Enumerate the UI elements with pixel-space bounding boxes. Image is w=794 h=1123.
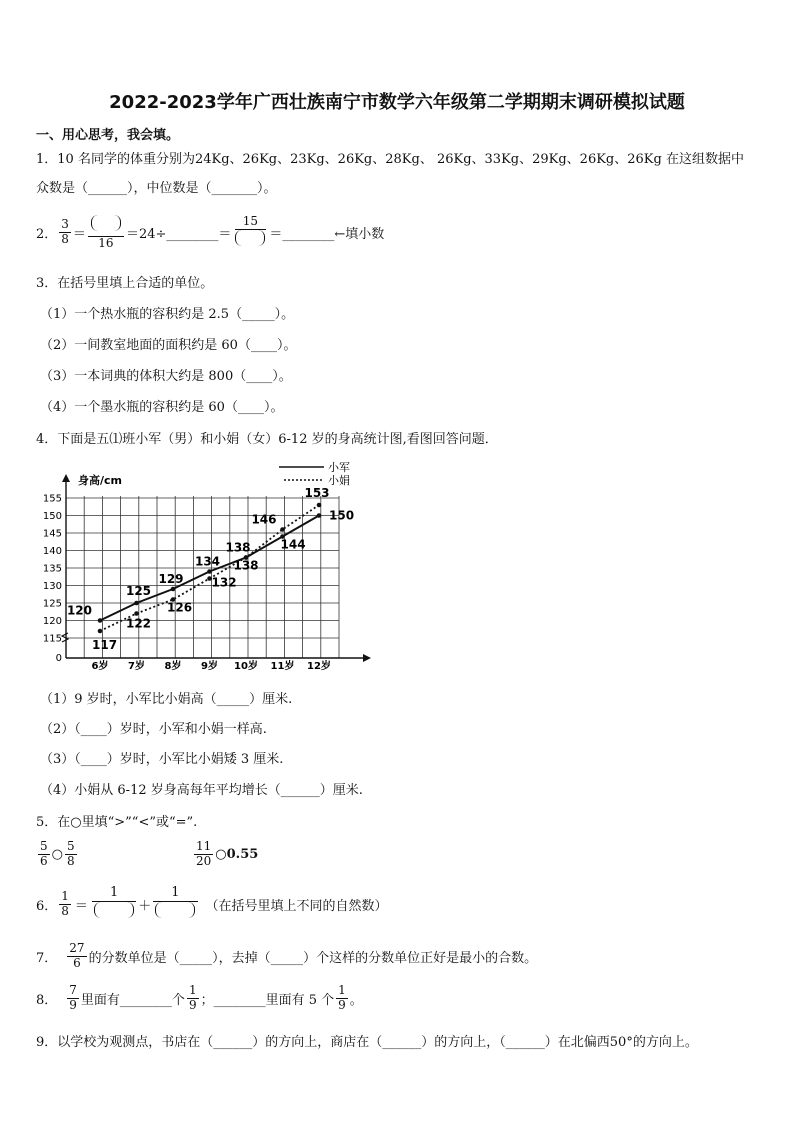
y-tick-label: 155 (42, 493, 62, 505)
answer-blank[interactable] (235, 230, 265, 246)
x-tick-label: 6岁 (91, 661, 109, 672)
answer-blank[interactable] (94, 902, 134, 918)
data-point (317, 503, 322, 508)
data-point (317, 513, 322, 518)
data-point (134, 611, 139, 616)
q2-tail: ＝________←填小数 (269, 226, 385, 242)
x-tick-label: 11岁 (270, 661, 295, 672)
q6-line (36, 886, 388, 923)
y-tick-label: 150 (42, 511, 62, 522)
q4-stem: 4．下面是五⑴班小军（男）和小娟（女）6-12 岁的身高统计图,看图回答问题． (36, 432, 498, 447)
y-tick-label: 120 (42, 616, 62, 627)
y-tick-label: 125 (42, 598, 62, 610)
y-tick-label: 0 (55, 653, 62, 664)
data-label: 126 (167, 600, 193, 615)
height-chart (34, 458, 374, 674)
data-point (98, 618, 103, 623)
q3-item: （1）一个热水瓶的容积约是 2.5（_____）。 (40, 307, 295, 322)
equals-sign: ＝ (74, 898, 88, 914)
fraction-blank-denominator: 1 (92, 886, 136, 923)
data-point (98, 629, 103, 634)
y-axis-label: 身高/cm (78, 474, 122, 487)
data-point (280, 527, 285, 532)
data-label: 117 (92, 638, 118, 652)
axis-break-mark (62, 633, 68, 642)
fraction: $\frac{1}{9}$ (338, 983, 346, 1012)
q7-line (36, 942, 537, 971)
data-point (134, 601, 139, 606)
data-label: 120 (66, 603, 92, 618)
q3-item: （3）一本词典的体积大约是 800（____）。 (40, 369, 292, 384)
data-point (207, 569, 212, 574)
y-tick-label: 145 (42, 528, 62, 540)
q6-number: 6． (36, 898, 58, 914)
fraction-blank-numerator: 16 (88, 214, 124, 251)
q4-item: （2）（____）岁时，小军和小娟一样高. (40, 722, 267, 737)
fraction: $\frac{7}{9}$ (69, 983, 77, 1012)
q3-stem: 3．在括号里填上合适的单位。 (36, 276, 214, 291)
q5-comparison-a (36, 840, 79, 869)
equals-sign: ＝ (72, 226, 86, 242)
q2-line (36, 214, 384, 251)
q3-item: （4）一个墨水瓶的容积约是 60（____）。 (40, 400, 284, 415)
y-axis-arrow (62, 474, 70, 482)
y-tick-label: 115 (42, 633, 62, 645)
x-tick-label: 7岁 (128, 661, 145, 672)
q8-line (36, 984, 363, 1013)
height-line-chart (34, 458, 374, 674)
data-label: 138 (233, 558, 259, 573)
q8-number: 8． (36, 992, 58, 1008)
q4-item: （3）（____）岁时，小军比小娟矮 3 厘米. (40, 752, 284, 767)
legend-label: 小军 (328, 461, 350, 474)
fraction: $\frac{3}{8}$ (61, 217, 69, 246)
q1-line2: 众数是（______），中位数是（_______）。 (36, 181, 277, 196)
q2-middle: ＝24÷________＝ (125, 226, 232, 242)
legend-label: 小娟 (328, 474, 350, 487)
q7-text: 的分数单位是（_____），去掉（_____）个这样的分数单位正好是最小的合数。 (88, 950, 538, 966)
q4-item: （4）小娟从 6-12 岁身高每年平均增长（______）厘米. (40, 783, 363, 798)
page-title: 2022-2023学年广西壮族南宁市数学六年级第二学期期末调研模拟试题 (109, 92, 685, 113)
data-label: 125 (125, 584, 152, 598)
data-label: 122 (125, 616, 152, 631)
q2-number: 2． (36, 226, 58, 242)
data-label: 134 (194, 554, 221, 569)
q8-text-3: 。 (349, 992, 363, 1008)
y-tick-label: 140 (42, 546, 62, 557)
q5-comparison-b (192, 840, 258, 869)
fraction: $\frac{1}{9}$ (188, 983, 197, 1012)
q6-note: （在括号里填上不同的自然数） (205, 898, 388, 914)
data-point (171, 587, 176, 592)
answer-blank[interactable] (155, 902, 195, 918)
data-label: 153 (304, 486, 330, 500)
x-tick-label: 12岁 (307, 661, 331, 672)
q3-item: （2）一间教室地面的面积约是 60（____）。 (40, 338, 297, 353)
data-label: 138 (225, 540, 251, 555)
answer-blank[interactable] (91, 215, 121, 231)
y-tick-label: 135 (42, 563, 62, 575)
fraction: $\frac{11}{20}$ (196, 839, 212, 868)
fraction: $\frac{5}{8}$ (66, 839, 75, 868)
q5-stem: 5．在○里填“>”“<”或“=”. (36, 815, 198, 830)
fraction-blank-denominator: 15 (233, 215, 267, 250)
fraction-blank-denominator: 1 (153, 886, 197, 923)
fraction: $\frac{5}{6}$ (40, 839, 48, 868)
x-axis-arrow (363, 654, 371, 662)
plus-sign: ＋ (138, 898, 152, 914)
q4-item: （1）9 岁时，小军比小娟高（_____）厘米. (40, 692, 293, 707)
compare-circle[interactable]: ○ (51, 846, 63, 862)
x-tick-label: 8岁 (164, 661, 182, 672)
x-tick-label: 10岁 (234, 661, 258, 672)
fraction: $\frac{27}{6}$ (69, 941, 85, 970)
data-label: 144 (280, 537, 306, 552)
q8-text-2: ；________里面有 5 个 (200, 992, 335, 1008)
y-tick-label: 130 (42, 581, 62, 592)
section-heading: 一、用心思考，我会填。 (36, 128, 180, 143)
q8-text-1: 里面有________个 (80, 992, 185, 1008)
data-label: 129 (158, 572, 184, 586)
compare-expression[interactable]: ○0.55 (215, 846, 259, 862)
data-label: 132 (211, 575, 237, 590)
fraction: $\frac{1}{8}$ (61, 889, 69, 918)
q9-line: 9．以学校为观测点，书店在（______）的方向上，商店在（______）的方向上，（______）在北偏西50°的方向上。 (36, 1035, 698, 1050)
x-tick-label: 9岁 (201, 661, 218, 672)
q7-number: 7． (36, 950, 58, 966)
data-label: 150 (329, 508, 355, 523)
data-label: 146 (251, 512, 277, 527)
q1-line1: 1．10 名同学的体重分别为24Kg、26Kg、23Kg、26Kg、28Kg、 26Kg、33Kg、29Kg、26Kg、26Kg 在这组数据中 (36, 152, 744, 167)
